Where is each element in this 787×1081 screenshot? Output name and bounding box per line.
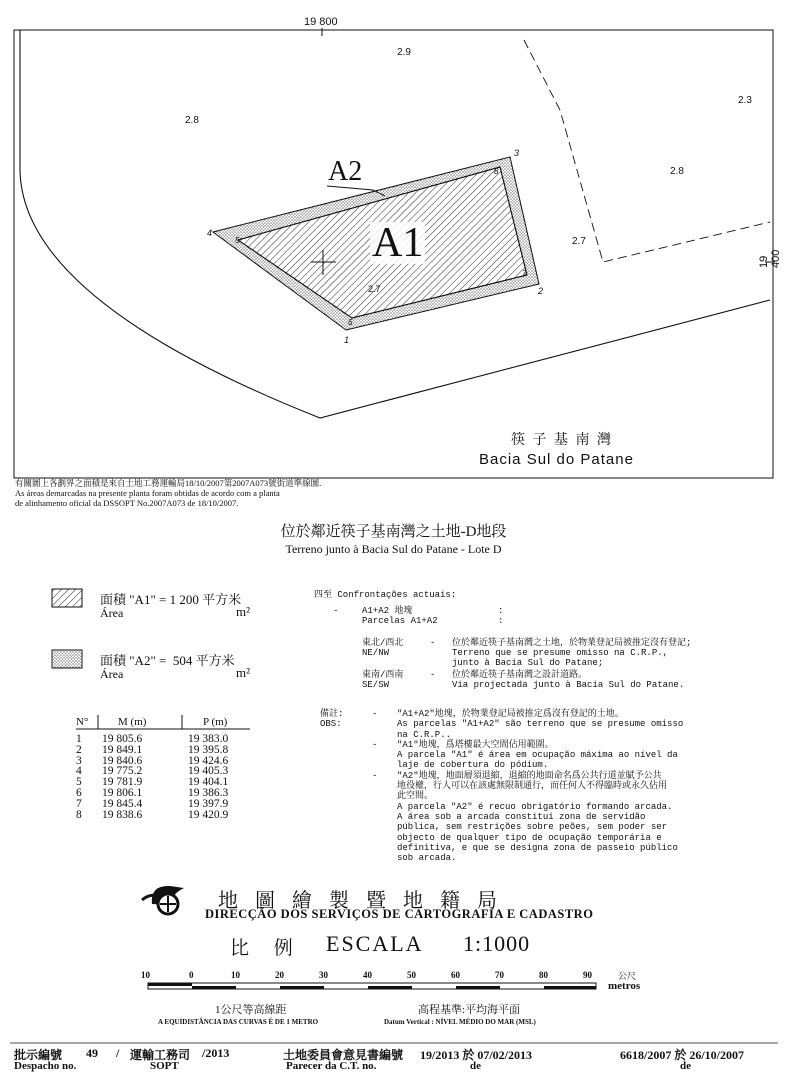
parecer-cn: 土地委員會意見書編號 xyxy=(283,1048,404,1062)
scale-label-cn: 比 例 xyxy=(230,938,303,959)
obs-line: "A1"地塊，爲塔樓最大空間佔用範圍。 xyxy=(397,739,554,750)
obs-line: pública, sem restrições sobre peões, sem poder ser xyxy=(397,822,668,833)
place-name-pt: Bacia Sul do Patane xyxy=(479,451,634,468)
confront-colons xyxy=(498,606,503,626)
grid-label-top: 19 800 xyxy=(304,16,338,28)
parcel-a2-label: A2 xyxy=(328,156,363,187)
scale-tick: 20 xyxy=(275,970,284,980)
obs-dash: - xyxy=(372,771,378,781)
obs-dash: - xyxy=(372,740,378,750)
scale-bar-seg xyxy=(456,986,500,989)
obs-line: na C.R.P.. xyxy=(397,729,452,740)
parcel-a1-label: A1 xyxy=(372,220,424,266)
lot-number: 2.9 xyxy=(397,47,411,58)
despacho-pt: Despacho no. xyxy=(14,1060,77,1072)
confront-ne-label xyxy=(362,638,403,658)
scale-tick: 80 xyxy=(539,970,548,980)
confront-se-label-cn: 東南/西南 xyxy=(362,670,404,680)
coords-header-p: P (m) xyxy=(203,716,228,728)
legend-a2-unit: m² xyxy=(236,665,251,680)
legend-swatch-a1 xyxy=(52,589,82,607)
scale-bar-seg xyxy=(148,983,192,986)
despacho-slash: / xyxy=(116,1046,120,1060)
grid-label-right: 19 400 xyxy=(758,249,782,268)
vertex-label: 6 xyxy=(348,318,353,327)
agency-logo-icon xyxy=(142,886,184,914)
scale-bar-seg xyxy=(544,986,596,989)
confront-ne-label-pt: NE/NW xyxy=(362,648,390,658)
obs-line: A área sob a arcada constitui zona de servidão xyxy=(397,811,646,822)
contour-interval-pt: A EQUIDISTÂNCIA DAS CURVAS É DE 1 METRO xyxy=(158,1018,319,1026)
contour-interval-cn: 1公尺等高線距 xyxy=(215,1004,287,1016)
vertex-label: 7 xyxy=(522,269,527,278)
legend-a1-text: 面積 "A1" = 1 200 平方米 xyxy=(100,592,242,607)
legend-a1-unit: m² xyxy=(236,604,251,619)
scale-unit-cn: 公尺 xyxy=(618,971,637,981)
vertex-label: 8 xyxy=(494,167,499,176)
despacho-cn: 批示編號 xyxy=(14,1048,63,1062)
table-row: 6 19 806.1 19 386.3 xyxy=(76,786,229,799)
title-pt: Terreno junto à Bacia Sul do Patane - Lote D xyxy=(285,542,502,556)
confront-se-cn: 位於鄰近筷子基南灣之設計道路。 xyxy=(452,670,588,680)
legend-a1-pt: Área xyxy=(100,606,124,620)
confront-parcels xyxy=(362,606,438,626)
scale-value: 1:1000 xyxy=(463,931,531,956)
confront-parcel-cn: A1+A2 地塊 xyxy=(362,606,413,616)
obs-text xyxy=(397,709,683,863)
confront-se-pt: Via projectada junto à Bacia Sul do Patane. xyxy=(452,680,685,690)
confront-dash: - xyxy=(430,638,436,648)
obs-label-cn: 備註: xyxy=(320,709,344,719)
colon: : xyxy=(498,606,504,616)
table-row: 5 19 781.9 19 404.1 xyxy=(76,776,229,789)
lot-number: 2.7 xyxy=(572,236,586,247)
vertex-label: 4 xyxy=(207,228,213,238)
title-cn: 位於鄰近筷子基南灣之土地-D地段 xyxy=(280,524,507,540)
coords-header-n: N° xyxy=(76,716,89,728)
confront-ne-label-cn: 東北/西北 xyxy=(362,638,404,648)
scale-tick: 90 xyxy=(583,970,592,980)
lot-number: 2.8 xyxy=(670,166,684,177)
scale-tick: 50 xyxy=(407,970,416,980)
agency-name-pt: DIRECÇÃO DOS SERVIÇOS DE CARTOGRAFIA E CADASTRO xyxy=(205,907,594,921)
scale-tick: 70 xyxy=(495,970,504,980)
obs-line: 地役權，行人可以在該處無限制通行，而任何人不得臨時或永久佔用 xyxy=(397,781,668,792)
obs-line: laje de cobertura do pódium. xyxy=(397,760,549,771)
area-note-cn: 有關圖上各劃界之面積是來自土地工務運輸局18/10/2007第2007A073號街道準線圖. xyxy=(15,478,322,488)
place-name-cn: 筷 子 基 南 灣 xyxy=(511,433,613,448)
scale-tick: 60 xyxy=(451,970,460,980)
agency-name-cn: 地 圖 繪 製 暨 地 籍 局 xyxy=(218,890,503,912)
scale-tick: 40 xyxy=(363,970,372,980)
confront-ne-cn: 位於鄰近筷子基南灣之土地，於物業登記局被推定沒有登記; xyxy=(452,638,692,648)
table-row: 4 19 775.2 19 405.3 xyxy=(76,765,229,778)
lot-number: 2.8 xyxy=(185,115,199,126)
legend-a2-pt: Área xyxy=(100,667,124,681)
obs-line: objecto de qualquer tipo de ocupação temporária e xyxy=(397,832,662,843)
table-row: 1 19 805.6 19 383.0 xyxy=(76,733,229,745)
vertex-label: 1 xyxy=(344,335,350,345)
scale-tick: 30 xyxy=(319,970,328,980)
obs-line: As parcelas "A1+A2" são terreno que se presume omisso xyxy=(397,719,684,730)
ref-de: de xyxy=(680,1060,691,1072)
scale-bar-seg xyxy=(280,986,324,989)
sopt-pt: SOPT xyxy=(150,1060,179,1072)
parecer-value: 19/2013 於 07/02/2013 xyxy=(420,1048,533,1062)
scale-tick: 10 xyxy=(141,970,150,980)
parecer-pt: Parecer da C.T. no. xyxy=(286,1060,377,1072)
confront-dash: - xyxy=(333,606,339,616)
despacho-year: /2013 xyxy=(202,1046,230,1060)
datum-cn: 高程基準:平均海平面 xyxy=(418,1004,521,1016)
scale-label: ESCALA xyxy=(326,931,424,956)
lot-number: 2.3 xyxy=(738,95,752,106)
lot-number: 2.7 xyxy=(368,284,381,294)
obs-dash: - xyxy=(372,709,378,719)
scale-bar-seg xyxy=(192,986,236,989)
area-note xyxy=(15,478,475,508)
confront-se-label xyxy=(362,670,403,690)
obs-line: A parcela "A1" é área em ocupação máxima ao nível da xyxy=(397,750,678,761)
table-row: 2 19 849.1 19 395.8 xyxy=(76,743,229,756)
lot-boundary-dashed xyxy=(524,40,770,262)
confront-se-text xyxy=(452,670,684,690)
obs-line: definitiva, e que se designa zona de passeio público xyxy=(397,842,678,853)
table-row: 7 19 845.4 19 397.9 xyxy=(76,797,229,810)
obs-line: sob arcada. xyxy=(397,853,457,864)
obs-label xyxy=(320,709,343,729)
coords-header-m: M (m) xyxy=(118,716,147,728)
obs-line: 此空間。 xyxy=(397,791,434,802)
colon: : xyxy=(498,616,504,626)
scale-bar-seg xyxy=(368,986,412,989)
table-row: 8 19 838.6 19 420.9 xyxy=(76,808,229,821)
scale-tick: 0 xyxy=(189,970,194,980)
obs-label-pt: OBS: xyxy=(320,719,342,729)
obs-line: "A2"地塊，地面層須退縮，退縮的地面命名爲公共行道並賦予公共 xyxy=(397,770,662,781)
legend-a2-text: 面積 "A2" = 504 平方米 xyxy=(100,653,235,668)
confront-se-label-pt: SE/SW xyxy=(362,680,390,690)
datum-pt: Datum Vertical : NÍVEL MÉDIO DO MAR (MSL) xyxy=(384,1018,536,1026)
vertex-label: 3 xyxy=(514,148,520,158)
sopt-cn: 運輸工務司 xyxy=(130,1048,191,1062)
scale-tick: 10 xyxy=(231,970,240,980)
obs-line: A parcela "A2" é recuo obrigatório formando arcada. xyxy=(397,801,673,812)
confront-parcel-pt: Parcelas A1+A2 xyxy=(362,616,438,626)
coords-table-body xyxy=(76,734,228,820)
confront-ne-text xyxy=(452,638,691,668)
obs-line: "A1+A2"地塊，於物業登記局被推定爲沒有登記的土地。 xyxy=(397,709,624,719)
ref-value: 6618/2007 於 26/10/2007 xyxy=(620,1048,745,1062)
area-note-pt-2: de alinhamento oficial da DSSOPT No.2007A073 de 18/10/2007. xyxy=(15,498,239,508)
confront-dash: - xyxy=(430,670,436,680)
confront-ne-pt2: junto à Bacia Sul do Patane; xyxy=(452,658,604,668)
vertex-label: 5 xyxy=(235,236,240,245)
vertex-label: 2 xyxy=(538,286,544,296)
parecer-de: de xyxy=(470,1060,481,1072)
area-note-pt-1: As áreas demarcadas na presente planta foram obtidas de acordo com a planta xyxy=(15,488,280,498)
legend-swatch-a2 xyxy=(52,650,82,668)
scale-unit-pt: metros xyxy=(608,980,641,992)
confront-heading: 四至 Confrontações actuais: xyxy=(314,590,457,600)
confront-ne-pt1: Terreno que se presume omisso na C.R.P., xyxy=(452,648,669,658)
table-row: 3 19 840.6 19 424.6 xyxy=(76,754,229,767)
despacho-no: 49 xyxy=(86,1046,98,1060)
